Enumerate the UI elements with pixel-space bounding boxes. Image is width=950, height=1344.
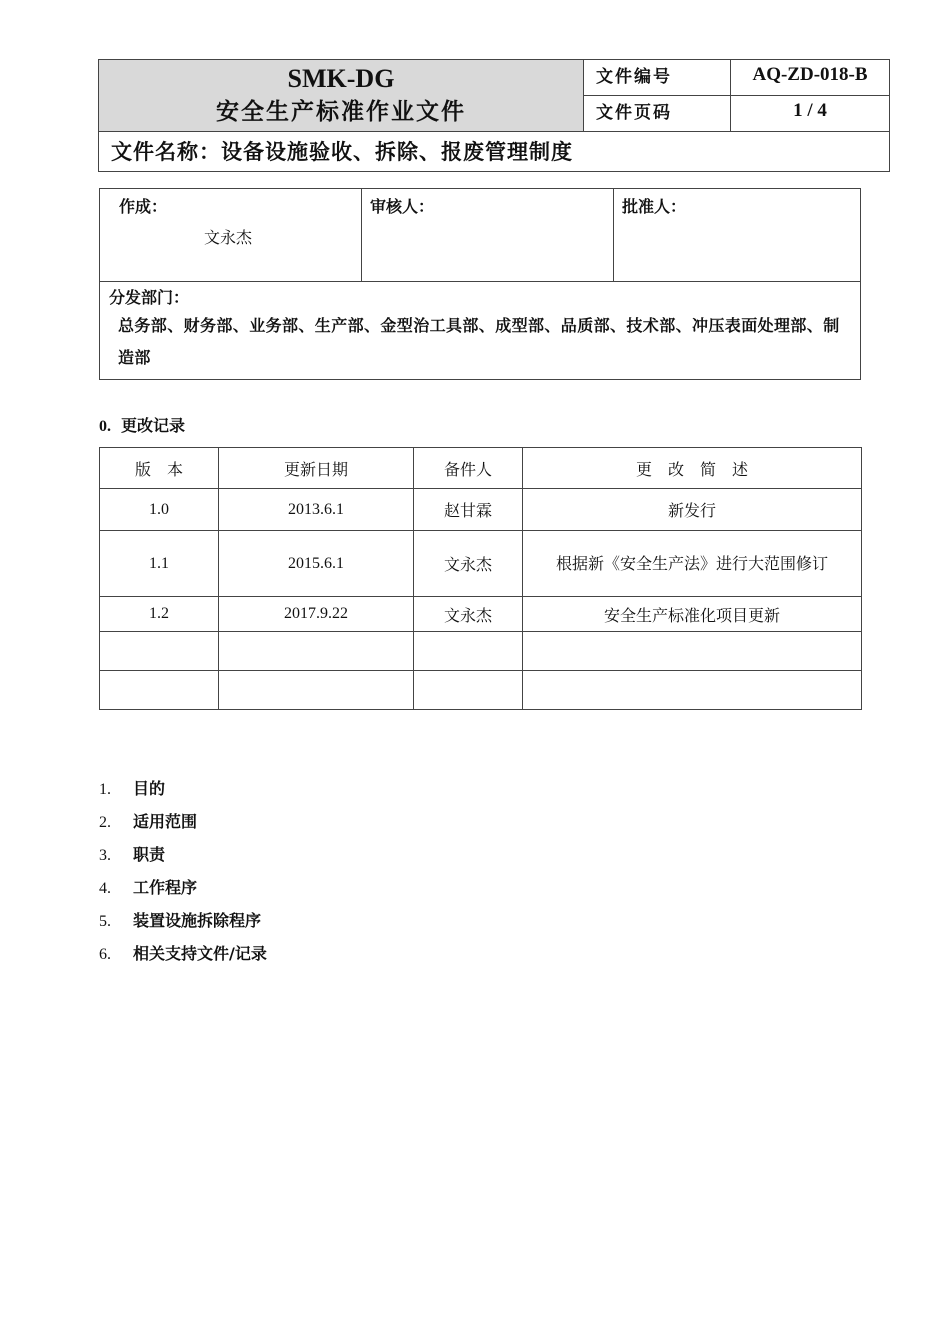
table-row	[100, 489, 862, 531]
column-header-date: 更新日期	[219, 448, 414, 489]
table-of-contents	[99, 775, 499, 973]
author-name: 文永杰	[204, 228, 253, 247]
distribution-departments: 总务部、财务部、业务部、生产部、金型治工具部、成型部、品质部、技术部、冲压表面处理部、制造部	[118, 316, 840, 367]
summary-cell: 新发行	[523, 489, 862, 531]
author-cell	[100, 189, 362, 282]
column-header-person: 备件人	[414, 448, 523, 489]
person-cell	[414, 632, 523, 671]
revision-header-row	[100, 448, 862, 489]
toc-item-title: 适用范围	[133, 812, 198, 831]
header-title-block	[99, 60, 584, 132]
person-cell: 文永杰	[414, 597, 523, 632]
revision-section-heading	[99, 413, 185, 436]
date-cell: 2017.9.22	[219, 597, 414, 632]
reviewer-cell	[362, 189, 614, 282]
page-label: 文件页码	[584, 96, 731, 132]
page-value: 1 / 4	[731, 96, 889, 132]
revision-section-title: 更改记录	[121, 416, 186, 435]
date-cell	[219, 671, 414, 710]
file-name: 文件名称：设备设施验收、拆除、报废管理制度	[111, 139, 573, 164]
version-cell	[100, 632, 219, 671]
person-cell: 文永杰	[414, 531, 523, 597]
toc-item-title: 工作程序	[133, 878, 198, 897]
document-header	[98, 59, 890, 172]
distribution-label: 分发部门：	[109, 288, 190, 307]
doc-number-label: 文件编号	[584, 60, 731, 96]
summary-cell	[523, 632, 862, 671]
toc-item-title: 相关支持文件/记录	[133, 944, 267, 963]
distribution-cell	[100, 282, 860, 379]
revision-section-number: 0.	[99, 418, 111, 435]
approver-label: 批准人：	[622, 197, 687, 216]
person-cell	[414, 671, 523, 710]
toc-item-scope: 2. 适用范围	[99, 812, 198, 831]
table-row	[100, 597, 862, 632]
company-code: SMK-DG	[287, 64, 395, 93]
toc-item-purpose: 1. 目的	[99, 779, 166, 798]
doc-number-value: AQ-ZD-018-B	[731, 60, 889, 96]
toc-item-title: 目的	[133, 779, 166, 798]
column-header-version: 版 本	[100, 448, 219, 489]
toc-item-related-docs: 6. 相关支持文件/记录	[99, 944, 267, 963]
reviewer-label: 审核人：	[370, 197, 435, 216]
toc-item-dismantling: 5. 装置设施拆除程序	[99, 911, 262, 930]
toc-item-title: 装置设施拆除程序	[133, 911, 262, 930]
summary-cell	[523, 671, 862, 710]
version-cell: 1.2	[100, 597, 219, 632]
revision-table	[99, 447, 862, 710]
table-row	[100, 632, 862, 671]
toc-item-responsibilities: 3. 职责	[99, 845, 166, 864]
version-cell: 1.0	[100, 489, 219, 531]
approver-cell	[614, 189, 860, 282]
date-cell	[219, 632, 414, 671]
version-cell: 1.1	[100, 531, 219, 597]
table-row	[100, 531, 862, 597]
date-cell: 2015.6.1	[219, 531, 414, 597]
approval-table	[99, 188, 861, 380]
summary-cell: 根据新《安全生产法》进行大范围修订	[523, 531, 862, 597]
toc-item-procedure: 4. 工作程序	[99, 878, 198, 897]
person-cell: 赵甘霖	[414, 489, 523, 531]
author-label: 作成：	[119, 197, 168, 216]
document-type: 安全生产标准作业文件	[216, 98, 466, 125]
toc-item-title: 职责	[133, 845, 166, 864]
table-row	[100, 671, 862, 710]
column-header-summary: 更 改 简 述	[523, 448, 862, 489]
date-cell: 2013.6.1	[219, 489, 414, 531]
summary-cell: 安全生产标准化项目更新	[523, 597, 862, 632]
version-cell	[100, 671, 219, 710]
